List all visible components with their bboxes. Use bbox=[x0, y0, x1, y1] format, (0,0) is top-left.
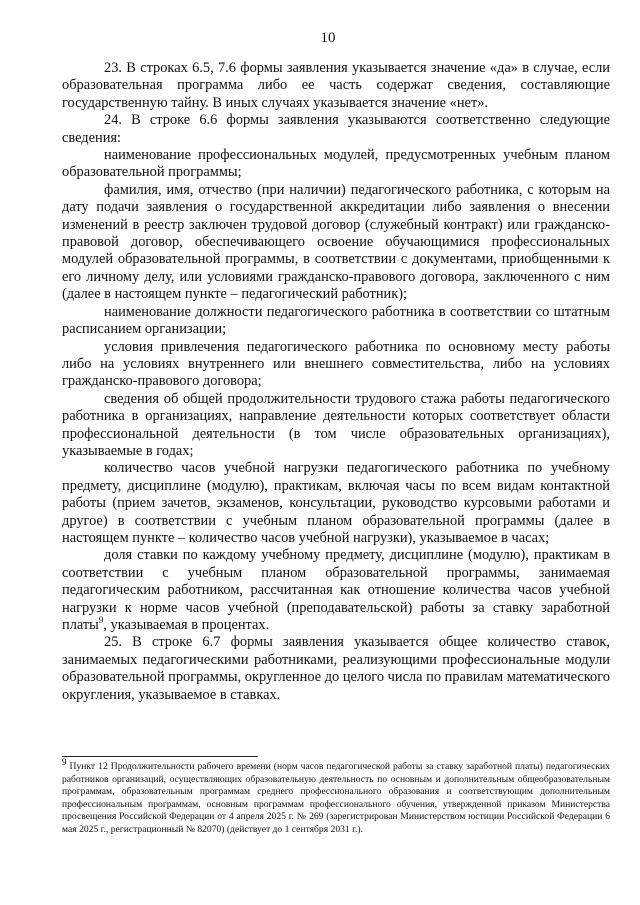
rate-share-text: доля ставки по каждому учебному предмету, дисциплине (модулю), практикам в соответствии с учебным планом образовательной программы, занимаемая педагогическим работником, рассчитанная как отношение количества часов учебной нагрузки к норме часов учебной (преподавательской) работы за ставку заработной платы bbox=[62, 547, 610, 633]
paragraph-25: 25. В строке 6.7 формы заявления указывается общее количество ставок, занимаемых педагогическими работниками, реализующими профессиональные модули образовательной программы, округленное до целого числа по правилам математического округления, указываемое в ставках. bbox=[62, 634, 610, 703]
footnote-reference[interactable]: 9 bbox=[98, 615, 104, 626]
footnote-text: Пункт 12 Продолжительности рабочего времени (норм часов педагогической работы за ставку заработной платы) педагогических работников организаций, осуществляющих образовательную деятельность по основным и дополнительным общеобразовательным программам, образовательным программам среднего профессионального образования и соответствующим дополнительным профессиональным программам, основным программам профессионального обучения, утвержденной приказом Министерства просвещения Российской Федерации от 4 апреля 2025 г. № 269 (зарегистрирован Министерством юстиции Российской Федерации 6 мая 2025 г., регистрационный № 82070) (действует до 1 сентября 2031 г.). bbox=[62, 761, 610, 835]
rate-share-tail: , указываемая в процентах. bbox=[103, 617, 270, 633]
footnote-mark: 9 bbox=[62, 756, 67, 767]
paragraph-24-intro: 24. В строке 6.6 формы заявления указываются соответственно следующие сведения: bbox=[62, 112, 610, 146]
document-body bbox=[62, 60, 610, 704]
item-employment-conditions: условия привлечения педагогического работника по основному месту работы либо на условиях внутреннего или внешнего совместительства, либо на условиях гражданско-правового договора; bbox=[62, 338, 610, 390]
item-module-names: наименование профессиональных модулей, предусмотренных учебным планом образовательной программы; bbox=[62, 147, 610, 181]
item-work-experience: сведения об общей продолжительности трудового стажа работы педагогического работника в организациях, направление деятельности которых соответствует области профессиональной деятельности (в том числе образовательных организациях), указываемые в годах; bbox=[62, 390, 610, 459]
footnote-divider bbox=[62, 756, 258, 757]
item-position: наименование должности педагогического работника в соответствии со штатным расписанием организации; bbox=[62, 303, 610, 338]
footnote-9 bbox=[62, 756, 610, 837]
item-teacher-name: фамилия, имя, отчество (при наличии) педагогического работника, с которым на дату подачи заявления о государственной аккредитации либо заявления о внесении изменений в реестр заключен трудовой договор (служебный контракт) или гражданско-правовой договор, обеспечивающего освоение обучающимися профессиональных модулей образовательной программы, в соответствии с документами, приобщенными к его личному делу, или условиями гражданско-правового договора, заключенного с ним (далее в настоящем пункте – педагогический работник); bbox=[62, 181, 610, 303]
paragraph-23: 23. В строках 6.5, 7.6 формы заявления указывается значение «да» в случае, если образовательная программа либо ее часть содержат сведения, составляющие государственную тайну. В иных случаях указывается значение «нет». bbox=[62, 60, 610, 111]
page-number: 10 bbox=[320, 30, 336, 46]
item-rate-share bbox=[62, 547, 610, 634]
footnote bbox=[62, 756, 610, 837]
item-teaching-hours: количество часов учебной нагрузки педагогического работника по учебному предмету, дисциплине (модулю), практикам, включая часы по всем видам контактной работы (прием зачетов, экзаменов, консультации, руководство курсовыми работами и другое) в соответствии с учебным планом образовательной программы (далее в настоящем пункте – количество часов учебной нагрузки), указываемое в часах; bbox=[62, 460, 610, 546]
